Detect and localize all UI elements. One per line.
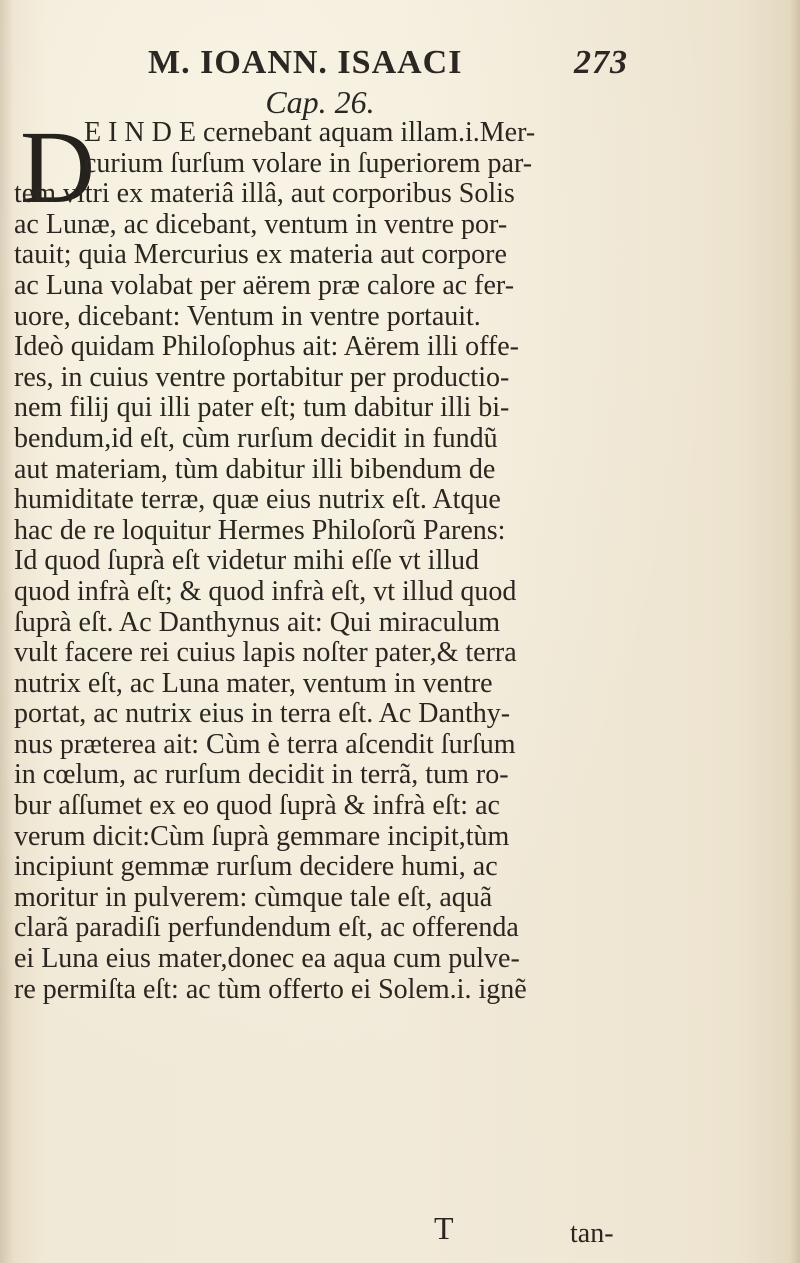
text-line: portat, ac nutrix eius in terra eſt. Ac Danthy- bbox=[14, 698, 511, 730]
catchword: tan- bbox=[570, 1218, 614, 1249]
chapter-heading: Cap. 26. bbox=[265, 84, 375, 120]
text-line: uore, dicebant: Ventum in ventre portauit. bbox=[14, 300, 481, 332]
text-line: hac de re loquitur Hermes Philoſorũ Parens: bbox=[14, 514, 506, 546]
text-line: E I N D E cernebant aquam illam.i.Mer- bbox=[84, 117, 536, 148]
text-line: aut materiam, tùm dabitur illi bibendum de bbox=[14, 453, 496, 485]
text-line: incipiunt gemmæ rurſum decidere humi, ac bbox=[14, 851, 498, 883]
body-text bbox=[14, 110, 634, 1005]
text-line: bendum,id eſt, cùm rurſum decidit in fundũ bbox=[14, 422, 498, 454]
text-line: ac Luna volabat per aërem præ calore ac fer- bbox=[14, 269, 515, 301]
text-line: ac Lunæ, ac dicebant, ventum in ventre por- bbox=[14, 208, 508, 240]
text-line: humiditate terræ, quæ eius nutrix eſt. Atque bbox=[14, 484, 501, 516]
signature-mark: T bbox=[434, 1210, 454, 1246]
drop-cap: D bbox=[20, 110, 96, 225]
text-line: bur aſſumet ex eo quod ſuprà & infrà eſt: ac bbox=[14, 790, 500, 822]
text-line: re permiſta eſt: ac tùm offerto ei Solem.i. ignẽ bbox=[14, 973, 527, 1005]
text-line: moritur in pulverem: cùmque tale eſt, aquã bbox=[14, 881, 493, 913]
text-line: ſuprà eſt. Ac Danthynus ait: Qui miraculum bbox=[14, 606, 501, 638]
running-head-title: M. IOANN. ISAACI bbox=[148, 44, 463, 81]
text-line: tem vitri ex materiâ illâ, aut corporibus Solis bbox=[14, 178, 515, 210]
text-line: tauit; quia Mercurius ex materia aut corpore bbox=[14, 239, 507, 271]
text-line: verum dicit:Cùm ſuprà gemmare incipit,tùm bbox=[14, 820, 510, 852]
text-line: vult facere rei cuius lapis noſter pater,& terra bbox=[14, 637, 517, 669]
text-line: ei Luna eius mater,donec ea aqua cum pulve- bbox=[14, 943, 520, 975]
text-line: res, in cuius ventre portabitur per productio- bbox=[14, 361, 510, 393]
text-line: nutrix eſt, ac Luna mater, ventum in ventre bbox=[14, 667, 493, 699]
text-line: in cœlum, ac rurſum decidit in terrã, tum ro- bbox=[14, 759, 509, 791]
text-line: quod infrà eſt; & quod infrà eſt, vt illud quod bbox=[14, 575, 517, 607]
gutter-shadow bbox=[0, 0, 14, 1263]
text-line: curium ſurſum volare in ſuperiorem par- bbox=[84, 147, 533, 179]
text-line: Ideò quidam Philoſophus ait: Aërem illi offe- bbox=[14, 331, 519, 363]
text-line: nem filij qui illi pater eſt; tum dabitur illi bi- bbox=[14, 392, 510, 424]
page-edge-shadow bbox=[790, 0, 800, 1263]
page-number: 273 bbox=[574, 44, 628, 81]
text-line: clarã paradiſi perfundendum eſt, ac offerenda bbox=[14, 912, 519, 944]
running-head bbox=[148, 44, 628, 88]
text-line: nus præterea ait: Cùm è terra aſcendit ſurſum bbox=[14, 728, 516, 760]
text-line: Id quod ſuprà eſt videtur mihi eſſe vt illud bbox=[14, 545, 480, 577]
